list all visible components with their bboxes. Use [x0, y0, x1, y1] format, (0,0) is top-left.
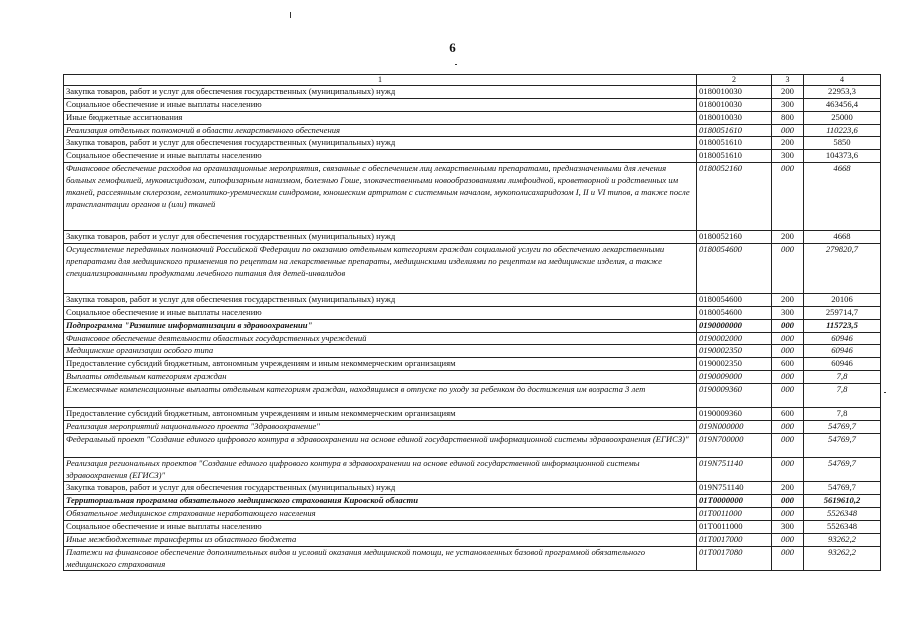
row-sum-cell: 25000 — [804, 111, 881, 124]
row-name-cell: Реализация мероприятий национального проекта "Здравоохранение" — [64, 420, 697, 433]
row-vr-cell: 200 — [772, 294, 804, 307]
row-code-cell: 019N751140 — [697, 482, 772, 495]
row-name-cell: Закупка товаров, работ и услуг для обеспечения государственных (муниципальных) нужд — [64, 137, 697, 150]
row-code-cell: 0180052160 — [697, 163, 772, 231]
table-row — [64, 332, 881, 345]
row-name-cell: Реализация отдельных полномочий в области лекарственного обеспечения — [64, 124, 697, 137]
row-sum-cell: 60946 — [804, 345, 881, 358]
row-name-cell: Иные межбюджетные трансферты из областного бюджета — [64, 533, 697, 546]
header-cell-vr: 3 — [772, 75, 804, 86]
row-name-cell: Закупка товаров, работ и услуг для обеспечения государственных (муниципальных) нужд — [64, 86, 697, 99]
row-name-cell: Обязательное медицинское страхование неработающего населения — [64, 508, 697, 521]
header-cell-sum: 4 — [804, 75, 881, 86]
row-sum-cell: 4668 — [804, 231, 881, 244]
row-code-cell: 0180054600 — [697, 294, 772, 307]
row-code-cell: 0190009360 — [697, 384, 772, 408]
row-sum-cell: 279820,7 — [804, 244, 881, 294]
row-code-cell: 0180054600 — [697, 306, 772, 319]
table-row — [64, 137, 881, 150]
row-sum-cell: 7,8 — [804, 384, 881, 408]
row-vr-cell: 300 — [772, 306, 804, 319]
table-row — [64, 433, 881, 457]
row-code-cell: 0190002000 — [697, 332, 772, 345]
row-sum-cell: 20106 — [804, 294, 881, 307]
table-row — [64, 124, 881, 137]
row-code-cell: 0180010030 — [697, 98, 772, 111]
row-vr-cell: 000 — [772, 124, 804, 137]
table-row — [64, 408, 881, 421]
row-code-cell: 01Т0011000 — [697, 508, 772, 521]
table-header-row — [64, 75, 881, 86]
table-row — [64, 86, 881, 99]
row-vr-cell: 000 — [772, 371, 804, 384]
row-vr-cell: 000 — [772, 420, 804, 433]
table-row — [64, 319, 881, 332]
row-code-cell: 0180010030 — [697, 86, 772, 99]
table-row — [64, 508, 881, 521]
row-code-cell: 0190002350 — [697, 358, 772, 371]
row-sum-cell: 5850 — [804, 137, 881, 150]
row-vr-cell: 000 — [772, 495, 804, 508]
row-vr-cell: 600 — [772, 408, 804, 421]
row-sum-cell: 54769,7 — [804, 433, 881, 457]
row-sum-cell: 259714,7 — [804, 306, 881, 319]
table-row — [64, 345, 881, 358]
row-name-cell: Платежи на финансовое обеспечение дополнительных видов и условий оказания медицинской помощи, не установленных базовой программой обязательного медицинского страхования — [64, 546, 697, 571]
row-name-cell: Подпрограмма "Развитие информатизации в здравоохранении" — [64, 319, 697, 332]
row-sum-cell: 54769,7 — [804, 457, 881, 482]
row-code-cell: 01Т0011000 — [697, 521, 772, 534]
row-code-cell: 0180054600 — [697, 244, 772, 294]
row-name-cell: Предоставление субсидий бюджетным, автономным учреждениям и иным некоммерческим организациям — [64, 408, 697, 421]
budget-table — [63, 74, 881, 571]
row-sum-cell: 5526348 — [804, 508, 881, 521]
row-code-cell: 0190000000 — [697, 319, 772, 332]
row-vr-cell: 000 — [772, 508, 804, 521]
row-sum-cell: 5619610,2 — [804, 495, 881, 508]
row-sum-cell: 104373,6 — [804, 150, 881, 163]
row-code-cell: 0190009360 — [697, 408, 772, 421]
row-vr-cell: 000 — [772, 332, 804, 345]
row-sum-cell: 60946 — [804, 358, 881, 371]
row-vr-cell: 000 — [772, 244, 804, 294]
row-vr-cell: 000 — [772, 345, 804, 358]
row-name-cell: Ежемесячные компенсационные выплаты отдельным категориям граждан, находящимся в отпуске по уходу за ребенком до достижения им возраста 3 лет — [64, 384, 697, 408]
table-row — [64, 495, 881, 508]
row-code-cell: 0180051610 — [697, 150, 772, 163]
row-code-cell: 01Т0017000 — [697, 533, 772, 546]
row-vr-cell: 000 — [772, 163, 804, 231]
row-name-cell: Финансовое обеспечение деятельности областных государственных учреждений — [64, 332, 697, 345]
row-name-cell: Предоставление субсидий бюджетным, автономным учреждениям и иным некоммерческим организациям — [64, 358, 697, 371]
row-code-cell: 019N000000 — [697, 420, 772, 433]
table-row — [64, 358, 881, 371]
table-row — [64, 482, 881, 495]
row-sum-cell: 5526348 — [804, 521, 881, 534]
row-vr-cell: 300 — [772, 98, 804, 111]
row-vr-cell: 000 — [772, 384, 804, 408]
row-sum-cell: 115723,5 — [804, 319, 881, 332]
table-row — [64, 521, 881, 534]
row-code-cell: 0190002350 — [697, 345, 772, 358]
row-code-cell: 0180051610 — [697, 124, 772, 137]
header-cell-name: 1 — [64, 75, 697, 86]
table-row — [64, 98, 881, 111]
table-row — [64, 163, 881, 231]
row-vr-cell: 200 — [772, 231, 804, 244]
row-vr-cell: 300 — [772, 150, 804, 163]
row-name-cell: Социальное обеспечение и иные выплаты населению — [64, 150, 697, 163]
row-name-cell: Социальное обеспечение и иные выплаты населению — [64, 521, 697, 534]
scan-speck — [455, 64, 457, 65]
table-row — [64, 306, 881, 319]
table-row — [64, 231, 881, 244]
table-row — [64, 420, 881, 433]
row-vr-cell: 000 — [772, 319, 804, 332]
row-vr-cell: 300 — [772, 521, 804, 534]
row-name-cell: Реализация региональных проектов "Создание единого цифрового контура в здравоохранении на основе единой государственной информационной системы здравоохранения (ЕГИСЗ)" — [64, 457, 697, 482]
row-code-cell: 0180051610 — [697, 137, 772, 150]
scan-speck — [290, 12, 291, 18]
row-name-cell: Иные бюджетные ассигнования — [64, 111, 697, 124]
row-name-cell: Социальное обеспечение и иные выплаты населению — [64, 306, 697, 319]
row-code-cell: 019N751140 — [697, 457, 772, 482]
row-vr-cell: 200 — [772, 137, 804, 150]
row-name-cell: Закупка товаров, работ и услуг для обеспечения государственных (муниципальных) нужд — [64, 294, 697, 307]
row-code-cell: 01Т0017080 — [697, 546, 772, 571]
header-cell-code: 2 — [697, 75, 772, 86]
row-name-cell: Выплаты отдельным категориям граждан — [64, 371, 697, 384]
row-vr-cell: 000 — [772, 433, 804, 457]
row-vr-cell: 000 — [772, 457, 804, 482]
row-name-cell: Закупка товаров, работ и услуг для обеспечения государственных (муниципальных) нужд — [64, 231, 697, 244]
row-sum-cell: 93262,2 — [804, 546, 881, 571]
row-name-cell: Территориальная программа обязательного медицинского страхования Кировской области — [64, 495, 697, 508]
table-row — [64, 546, 881, 571]
row-name-cell: Закупка товаров, работ и услуг для обеспечения государственных (муниципальных) нужд — [64, 482, 697, 495]
row-code-cell: 0190009000 — [697, 371, 772, 384]
row-vr-cell: 200 — [772, 482, 804, 495]
table-row — [64, 244, 881, 294]
row-code-cell: 019N700000 — [697, 433, 772, 457]
row-sum-cell: 7,8 — [804, 408, 881, 421]
row-sum-cell: 54769,7 — [804, 420, 881, 433]
row-sum-cell: 22953,3 — [804, 86, 881, 99]
table-row — [64, 294, 881, 307]
row-vr-cell: 000 — [772, 546, 804, 571]
row-sum-cell: 93262,2 — [804, 533, 881, 546]
scan-speck — [884, 392, 886, 393]
row-code-cell: 0180010030 — [697, 111, 772, 124]
table-row — [64, 150, 881, 163]
table-row — [64, 371, 881, 384]
table-row — [64, 111, 881, 124]
row-vr-cell: 800 — [772, 111, 804, 124]
row-sum-cell: 60946 — [804, 332, 881, 345]
row-code-cell: 01Т0000000 — [697, 495, 772, 508]
row-sum-cell: 463456,4 — [804, 98, 881, 111]
row-vr-cell: 000 — [772, 533, 804, 546]
row-name-cell: Медицинские организации особого типа — [64, 345, 697, 358]
row-vr-cell: 600 — [772, 358, 804, 371]
row-name-cell: Осуществление переданных полномочий Российской Федерации по оказанию отдельным категориям граждан социальной услуги по обеспечению лекарственными препаратами для медицинского применения по рецептам на лекарственные препараты, медицинскими изделиями по рецептам на медицинские изделия, а также специализированными продуктами лечебного питания для детей-инвалидов — [64, 244, 697, 294]
page-number: 6 — [449, 40, 456, 55]
row-code-cell: 0180052160 — [697, 231, 772, 244]
table-row — [64, 384, 881, 408]
row-sum-cell: 4668 — [804, 163, 881, 231]
row-name-cell: Федеральный проект "Создание единого цифрового контура в здравоохранении на основе единой государственной информационной системы здравоохранения (ЕГИСЗ)" — [64, 433, 697, 457]
table-row — [64, 457, 881, 482]
row-sum-cell: 54769,7 — [804, 482, 881, 495]
row-name-cell: Социальное обеспечение и иные выплаты населению — [64, 98, 697, 111]
budget-table-body — [64, 75, 881, 571]
row-sum-cell: 110223,6 — [804, 124, 881, 137]
row-sum-cell: 7,8 — [804, 371, 881, 384]
row-vr-cell: 200 — [772, 86, 804, 99]
row-name-cell: Финансовое обеспечение расходов на организационные мероприятия, связанные с обеспечением лиц лекарственными препаратами, предназначенными для лечения больных гемофилией, муковисцидозом, гипофизарным нанизмом, болезнью Гоше, злокачественными новообразованиями лимфоидной, кроветворной и родственных им тканей, рассеянным склерозом, гемолитико-уремическим синдромом, юношеским артритом с системным началом, мукополисахаридозом I, II и VI типов, а также после трансплантации органов и (или) тканей — [64, 163, 697, 231]
table-row — [64, 533, 881, 546]
